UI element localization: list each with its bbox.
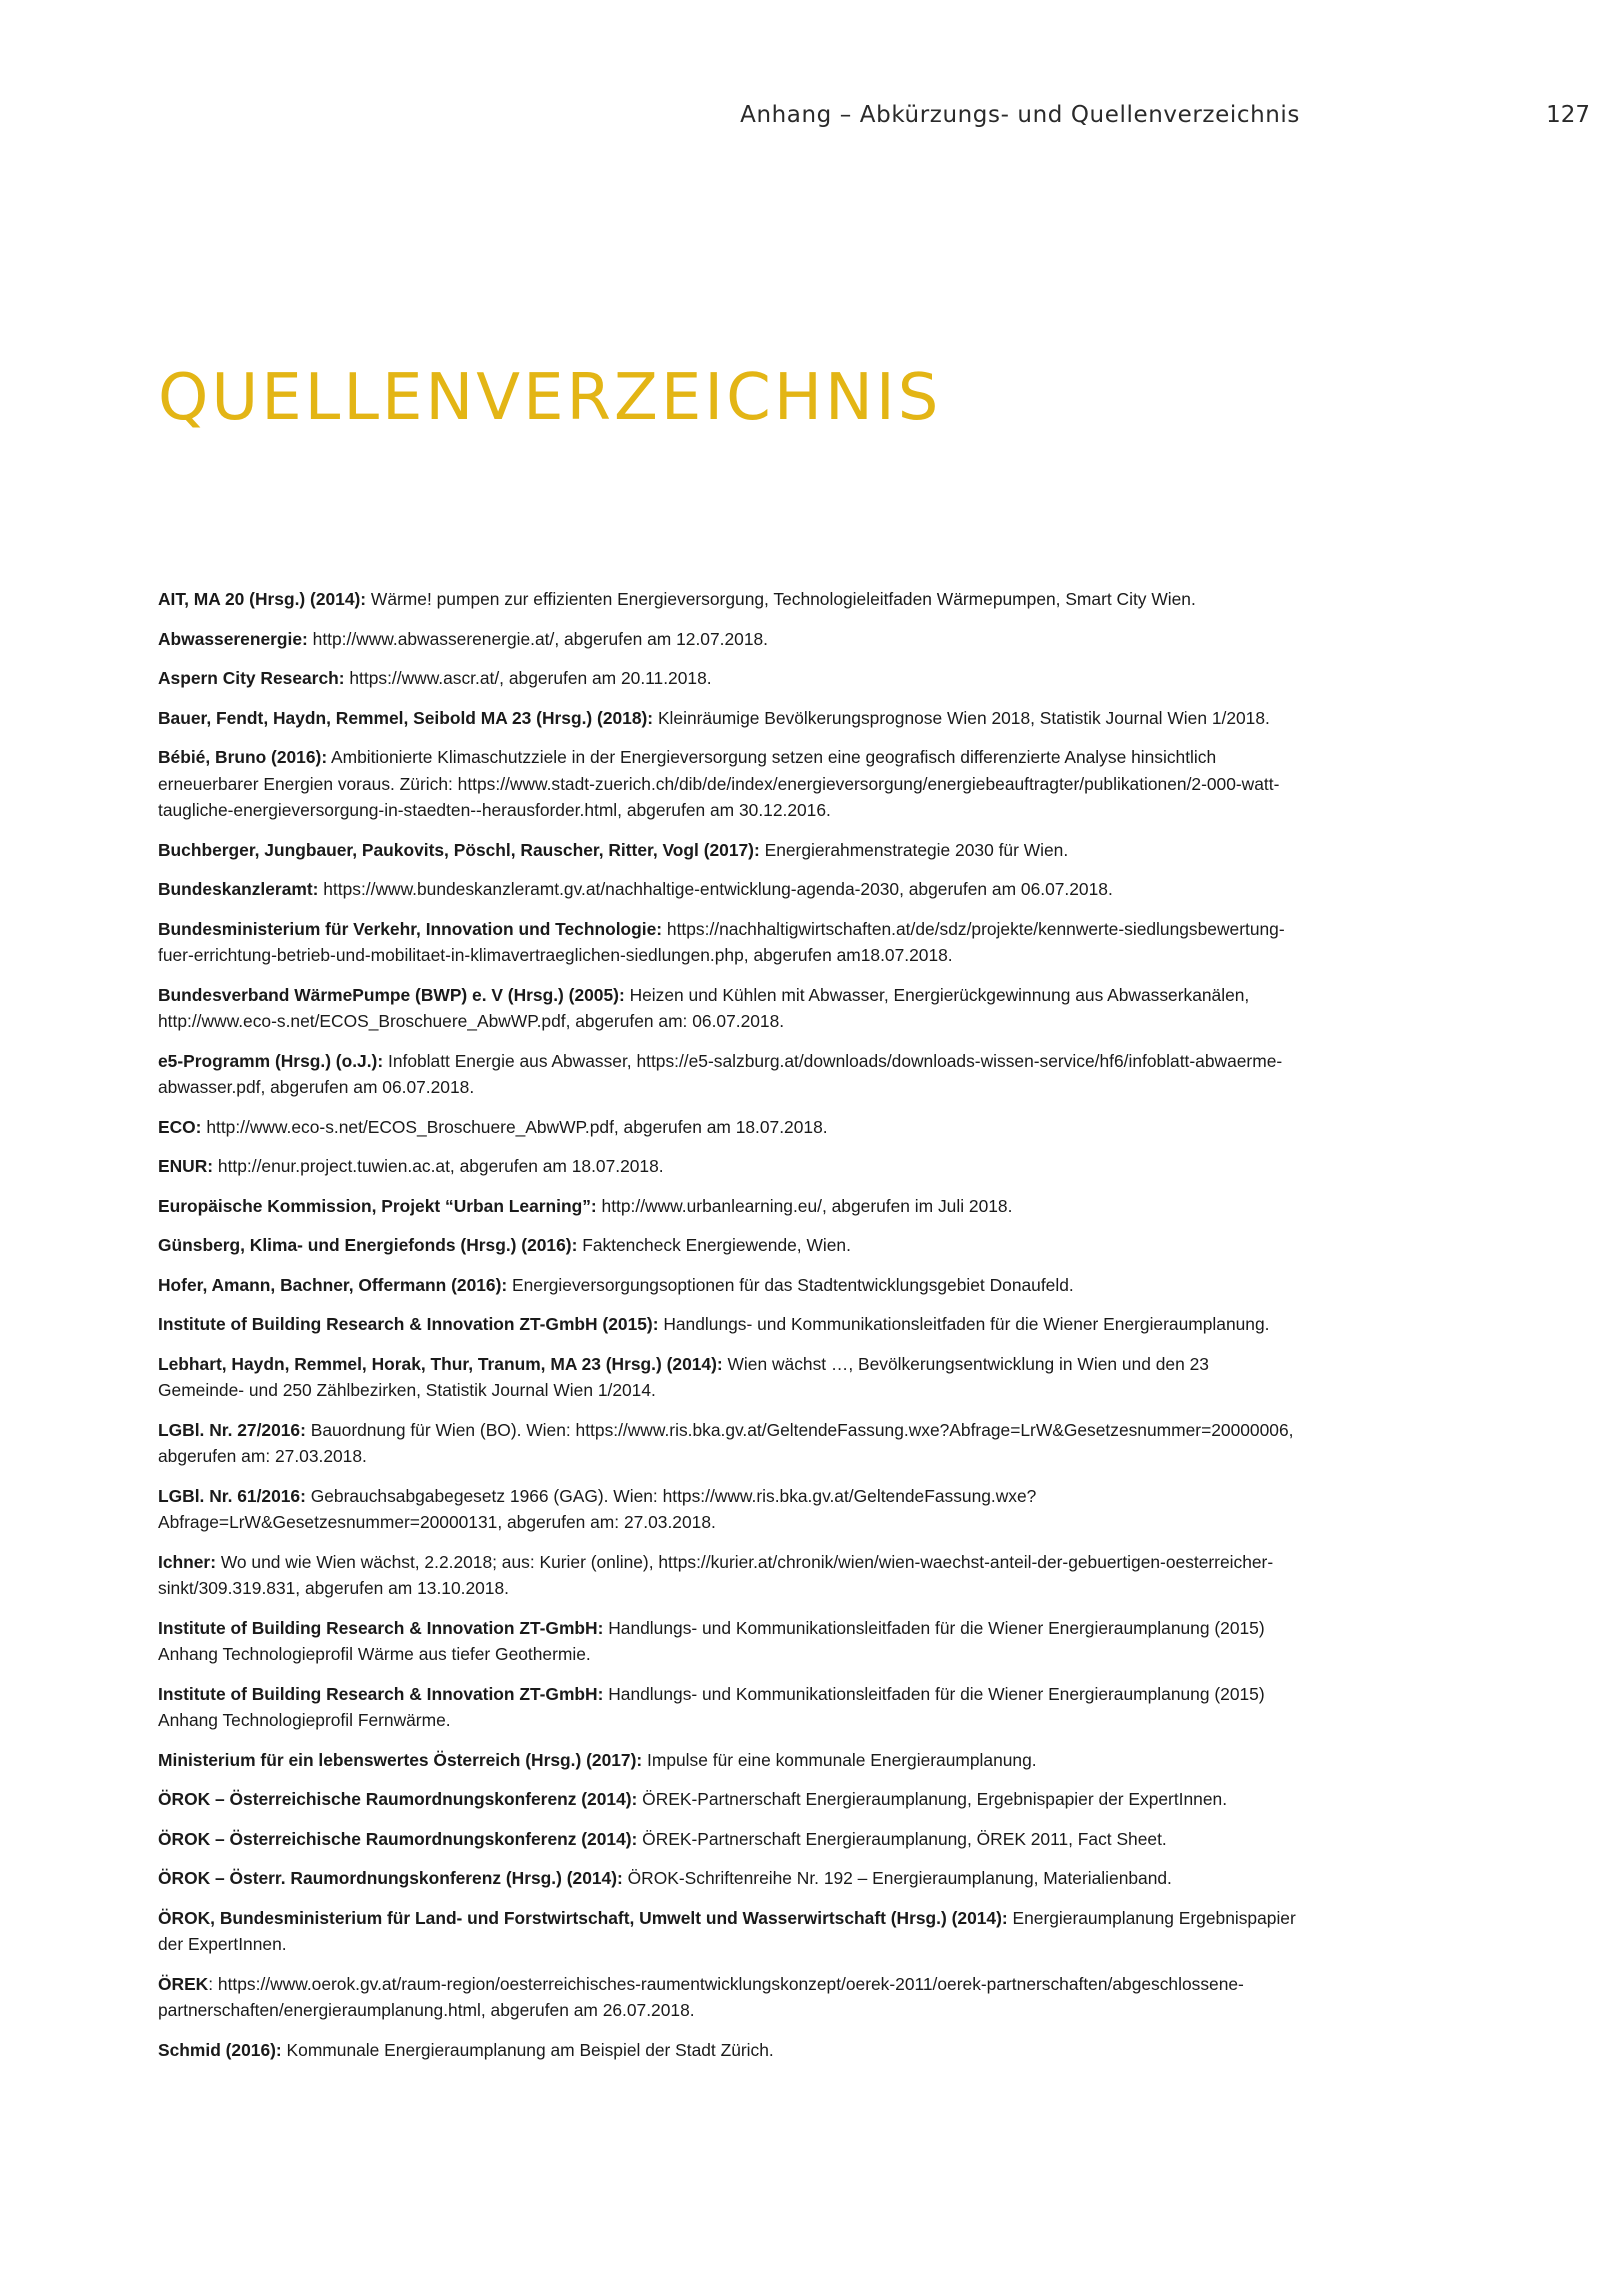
reference-entry	[158, 1483, 1298, 1536]
reference-text: https://www.bundeskanzleramt.gv.at/nachhaltige-entwicklung-agenda-2030, abgerufen am 06.07.2018.	[318, 879, 1113, 899]
reference-author: LGBl. Nr. 61/2016:	[158, 1485, 306, 1506]
reference-author: Bauer, Fendt, Haydn, Remmel, Seibold MA 23 (Hrsg.) (2018):	[158, 707, 654, 728]
reference-text: https://www.ascr.at/, abgerufen am 20.11.2018.	[344, 668, 712, 688]
reference-text: Gebrauchsabgabegesetz 1966 (GAG). Wien: https://www.ris.bka.gv.at/GeltendeFassung.wxe?Abfrage=LrW&Gesetzesnummer=20000131, abgerufen am: 27.03.2018.	[158, 1485, 1037, 1532]
reference-text: Energierahmenstrategie 2030 für Wien.	[759, 839, 1069, 860]
reference-entry	[158, 1905, 1298, 1958]
running-header: Anhang – Abkürzungs- und Quellenverzeichnis	[740, 102, 1300, 128]
reference-text: Handlungs- und Kommunikationsleitfaden für die Wiener Energieraumplanung (2015) Anhang Technologieprofil Wärme aus tiefer Geothermie.	[158, 1617, 1265, 1664]
reference-author: Aspern City Research:	[158, 668, 345, 688]
reference-entry	[158, 586, 1298, 613]
reference-author: Buchberger, Jungbauer, Paukovits, Pöschl, Rauscher, Ritter, Vogl (2017):	[158, 839, 760, 860]
reference-author: AIT, MA 20 (Hrsg.) (2014):	[158, 589, 367, 609]
reference-text: https://nachhaltigwirtschaften.at/de/sdz/projekte/kennwerte-siedlungsbewertung-fuer-errichtung-betrieb-und-mobilitaet-in-klimavertraeglichen-siedlungen.php, abgerufen am18.07.2018.	[158, 918, 1285, 965]
reference-entry	[158, 665, 1298, 692]
reference-author: ÖROK – Österreichische Raumordnungskonferenz (2014):	[158, 1789, 638, 1809]
reference-entry	[158, 837, 1298, 864]
reference-author: Bundesministerium für Verkehr, Innovation und Technologie:	[158, 918, 663, 939]
reference-entry	[158, 744, 1298, 824]
reference-text: Energieversorgungsoptionen für das Stadtentwicklungsgebiet Donaufeld.	[507, 1274, 1074, 1295]
reference-entry	[158, 1747, 1298, 1774]
reference-entry	[158, 1971, 1298, 2024]
reference-entry	[158, 705, 1298, 732]
reference-author: Lebhart, Haydn, Remmel, Horak, Thur, Tranum, MA 23 (Hrsg.) (2014):	[158, 1353, 723, 1374]
reference-text: http://enur.project.tuwien.ac.at, abgerufen am 18.07.2018.	[213, 1156, 664, 1176]
reference-entry	[158, 1351, 1298, 1404]
reference-author: Günsberg, Klima- und Energiefonds (Hrsg.) (2016):	[158, 1235, 578, 1255]
reference-text: Handlungs- und Kommunikationsleitfaden für die Wiener Energieraumplanung (2015) Anhang Technologieprofil Fernwärme.	[158, 1683, 1265, 1730]
reference-entry	[158, 1048, 1298, 1101]
reference-author: Ministerium für ein lebenswertes Österreich (Hrsg.) (2017):	[158, 1749, 643, 1770]
reference-author: Abwasserenergie:	[158, 628, 308, 649]
reference-entry	[158, 916, 1298, 969]
page-title: QUELLENVERZEICHNIS	[158, 361, 942, 435]
reference-text: Energieraumplanung Ergebnispapier der ExpertInnen.	[158, 1907, 1296, 1954]
reference-text: Bauordnung für Wien (BO). Wien: https://www.ris.bka.gv.at/GeltendeFassung.wxe?Abfrage=LrW&Gesetzesnummer=20000006, abgerufen am: 27.03.2018.	[158, 1419, 1294, 1466]
reference-text: http://www.eco-s.net/ECOS_Broschuere_AbwWP.pdf, abgerufen am 18.07.2018.	[201, 1116, 828, 1137]
reference-author: Bundeskanzleramt:	[158, 879, 319, 899]
reference-text: Kleinräumige Bevölkerungsprognose Wien 2018, Statistik Journal Wien 1/2018.	[653, 707, 1270, 728]
reference-author: Institute of Building Research & Innovation ZT-GmbH:	[158, 1683, 604, 1704]
reference-text: Faktencheck Energiewende, Wien.	[577, 1235, 851, 1255]
reference-author: Bundesverband WärmePumpe (BWP) e. V (Hrsg.) (2005):	[158, 984, 625, 1005]
reference-text: : https://www.oerok.gv.at/raum-region/oesterreichisches-raumentwicklungskonzept/oerek-2011/oerek-partnerschaften/abgeschlossene-partnerschaften/energieraumplanung.html, abgerufen am 26.07.2018.	[158, 1973, 1244, 2020]
reference-author: Schmid (2016):	[158, 2039, 282, 2060]
reference-text: Wärme! pumpen zur effizienten Energieversorgung, Technologieleitfaden Wärmepumpen, Smart City Wien.	[366, 589, 1196, 609]
reference-text: Ambitionierte Klimaschutzziele in der Energieversorgung setzen eine geografisch differenzierte Analyse hinsichtlich erneuerbarer Energien voraus. Zürich: https://www.stadt-zuerich.ch/dib/de/index/energieversorgung/energiebeauftragter/publikationen/2-000-watt-taugliche-energieversorgung-in-staedten--herausforder.html, abgerufen am 30.12.2016.	[158, 747, 1280, 820]
reference-author: Hofer, Amann, Bachner, Offermann (2016):	[158, 1274, 508, 1295]
reference-text: Wien wächst …, Bevölkerungsentwicklung in Wien und den 23 Gemeinde- und 250 Zählbezirken, Statistik Journal Wien 1/2014.	[158, 1353, 1209, 1400]
reference-entry	[158, 876, 1298, 903]
reference-entry	[158, 1311, 1298, 1338]
page-number: 127	[1546, 102, 1590, 128]
reference-author: ENUR:	[158, 1156, 214, 1176]
reference-author: Europäische Kommission, Projekt “Urban Learning”:	[158, 1195, 597, 1216]
reference-entry	[158, 1549, 1298, 1602]
reference-text: ÖREK-Partnerschaft Energieraumplanung, Ergebnispapier der ExpertInnen.	[637, 1789, 1228, 1809]
reference-text: Heizen und Kühlen mit Abwasser, Energierückgewinnung aus Abwasserkanälen, http://www.eco-s.net/ECOS_Broschuere_AbwWP.pdf, abgerufen am: 06.07.2018.	[158, 984, 1250, 1031]
reference-text: Impulse für eine kommunale Energieraumplanung.	[642, 1749, 1037, 1770]
reference-entry	[158, 626, 1298, 653]
reference-entry	[158, 1232, 1298, 1259]
reference-author: e5-Programm (Hrsg.) (o.J.):	[158, 1050, 384, 1071]
reference-entry	[158, 1615, 1298, 1668]
reference-entry	[158, 1272, 1298, 1299]
reference-text: Wo und wie Wien wächst, 2.2.2018; aus: Kurier (online), https://kurier.at/chronik/wien/wien-waechst-anteil-der-gebuertigen-oesterreicher-sinkt/309.319.831, abgerufen am 13.10.2018.	[158, 1551, 1274, 1598]
reference-entry	[158, 1193, 1298, 1220]
reference-author: ÖREK	[158, 1973, 209, 1994]
reference-author: Institute of Building Research & Innovation ZT-GmbH:	[158, 1617, 604, 1638]
reference-author: Ichner:	[158, 1551, 216, 1572]
reference-entry	[158, 1786, 1298, 1813]
reference-author: ÖROK – Österr. Raumordnungskonferenz (Hrsg.) (2014):	[158, 1868, 623, 1888]
reference-author: ÖROK, Bundesministerium für Land- und Forstwirtschaft, Umwelt und Wasserwirtschaft (Hrsg.) (2014):	[158, 1907, 1008, 1928]
reference-author: ÖROK – Österreichische Raumordnungskonferenz (2014):	[158, 1828, 638, 1849]
reference-entry	[158, 1114, 1298, 1141]
reference-list	[158, 586, 1298, 2076]
reference-text: ÖROK-Schriftenreihe Nr. 192 – Energieraumplanung, Materialienband.	[622, 1868, 1172, 1888]
reference-entry	[158, 2037, 1298, 2064]
reference-author: Bébié, Bruno (2016):	[158, 747, 328, 767]
reference-entry	[158, 1865, 1298, 1892]
reference-author: Institute of Building Research & Innovation ZT-GmbH (2015):	[158, 1314, 659, 1334]
reference-text: http://www.abwasserenergie.at/, abgerufen am 12.07.2018.	[307, 628, 769, 649]
reference-text: Infoblatt Energie aus Abwasser, https://e5-salzburg.at/downloads/downloads-wissen-service/hf6/infoblatt-abwaerme-abwasser.pdf, abgerufen am 06.07.2018.	[158, 1050, 1283, 1097]
reference-text: Kommunale Energieraumplanung am Beispiel der Stadt Zürich.	[281, 2039, 774, 2060]
reference-entry	[158, 1153, 1298, 1180]
reference-entry	[158, 1681, 1298, 1734]
reference-entry	[158, 1826, 1298, 1853]
reference-text: Handlungs- und Kommunikationsleitfaden für die Wiener Energieraumplanung.	[658, 1314, 1270, 1334]
reference-author: LGBl. Nr. 27/2016:	[158, 1419, 306, 1440]
reference-entry	[158, 982, 1298, 1035]
reference-author: ECO:	[158, 1116, 202, 1137]
reference-text: http://www.urbanlearning.eu/, abgerufen im Juli 2018.	[596, 1195, 1013, 1216]
reference-text: ÖREK-Partnerschaft Energieraumplanung, ÖREK 2011, Fact Sheet.	[637, 1828, 1167, 1849]
reference-entry	[158, 1417, 1298, 1470]
